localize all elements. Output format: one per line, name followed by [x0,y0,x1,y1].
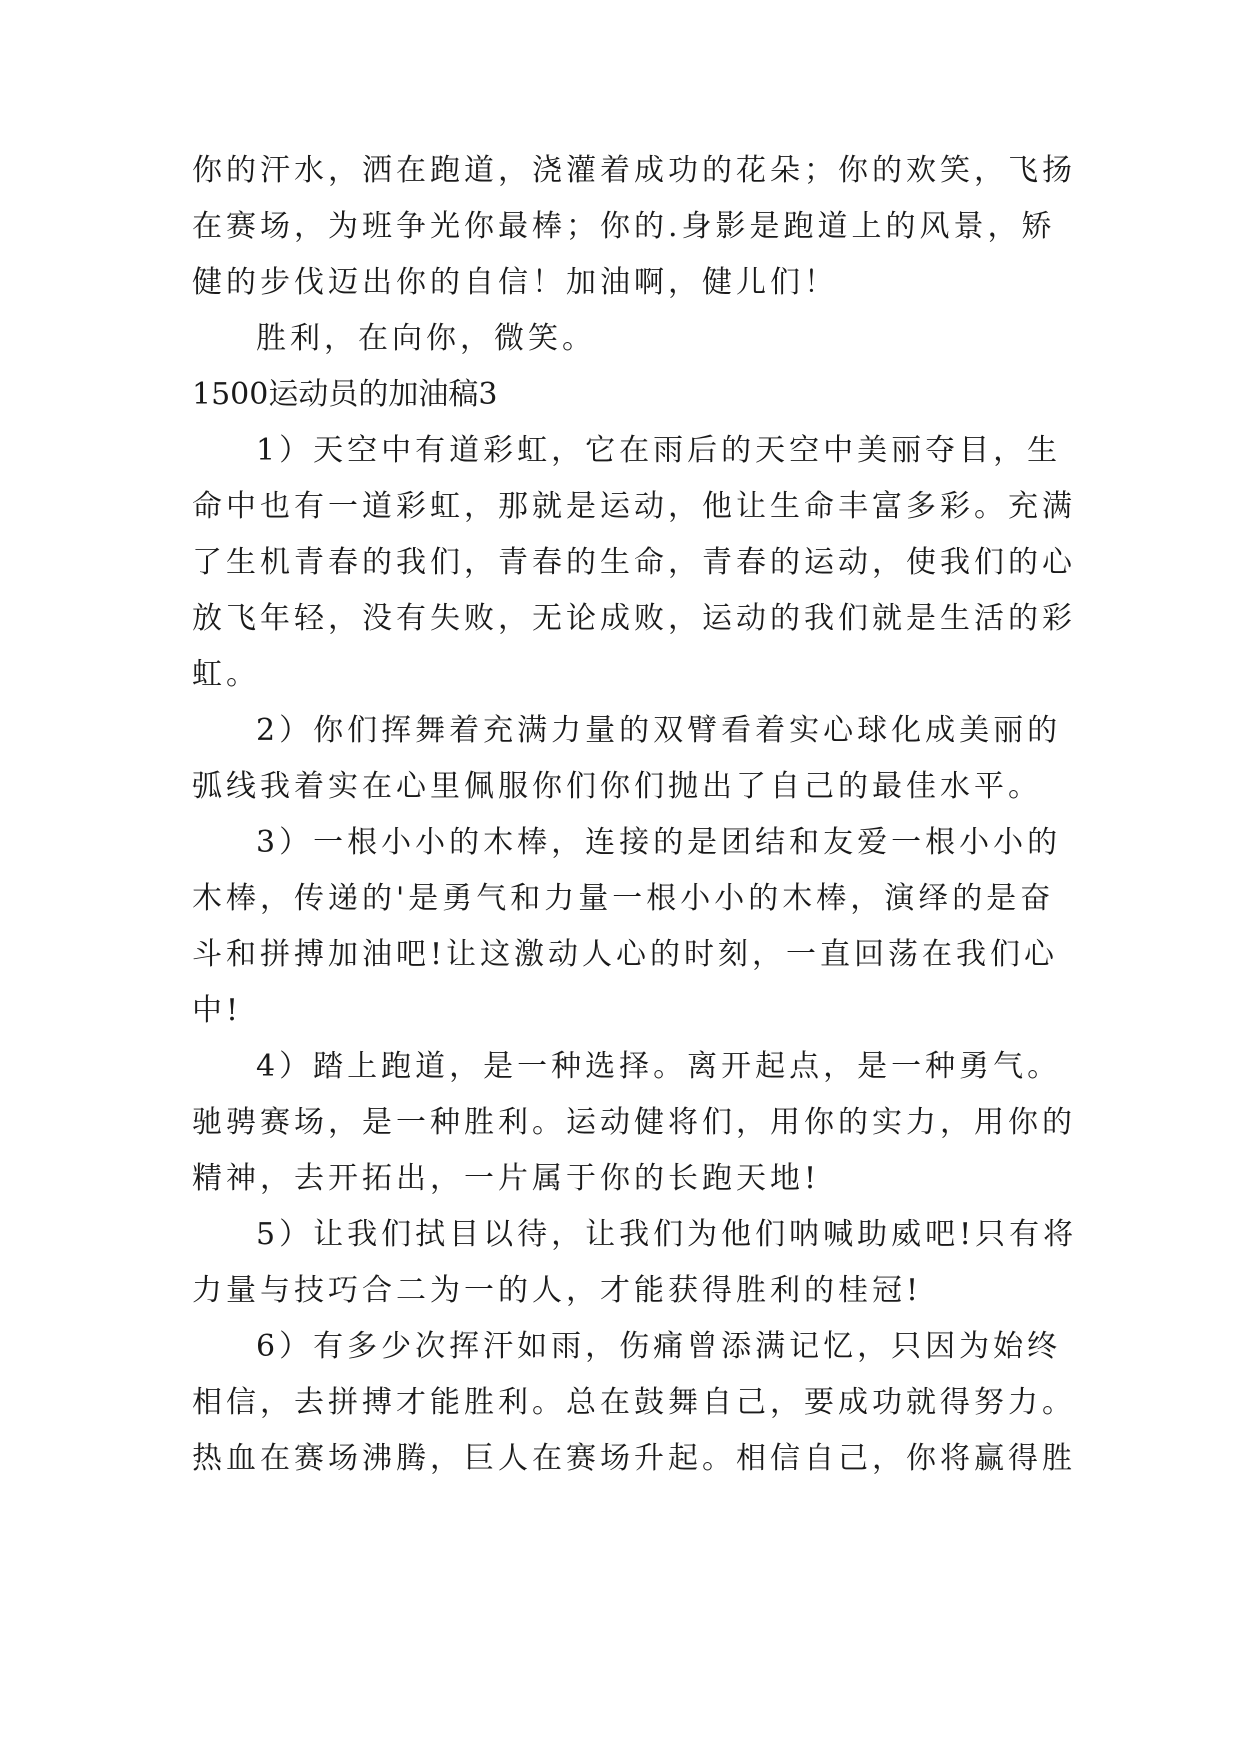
text-line: 中! [192,993,243,1028]
text-line: 斗和拼搏加油吧!让这激动人心的时刻，一直回荡在我们心 [192,937,1059,972]
text-line: 放飞年轻，没有失败，无论成败，运动的我们就是生活的彩 [192,601,1076,636]
text-line: 你的汗水，洒在跑道，浇灌着成功的花朵；你的欢笑，飞扬 [192,153,1076,188]
text-line: 相信，去拼搏才能胜利。总在鼓舞自己，要成功就得努力。 [192,1385,1076,1420]
text-line: 了生机青春的我们，青春的生命，青春的运动，使我们的心 [192,545,1076,580]
text-line: 在赛场，为班争光你最棒；你的.身影是跑道上的风景，矫 [192,209,1056,244]
text-line: 虹。 [192,657,260,692]
text-line: 命中也有一道彩虹，那就是运动，他让生命丰富多彩。充满 [192,489,1076,524]
text-line: 胜利，在向你，微笑。 [256,321,596,356]
text-line: 2）你们挥舞着充满力量的双臂看着实心球化成美丽的 [256,713,1062,748]
text-line: 力量与技巧合二为一的人，才能获得胜利的桂冠! [192,1273,923,1308]
text-line: 木棒，传递的'是勇气和力量一根小小的木棒，演绎的是奋 [192,881,1055,916]
text-line: 5）让我们拭目以待，让我们为他们呐喊助威吧!只有将 [256,1217,1078,1252]
text-line: 健的步伐迈出你的自信！加油啊，健儿们！ [192,265,838,300]
text-line: 弧线我着实在心里佩服你们你们抛出了自己的最佳水平。 [192,769,1042,804]
text-line: 热血在赛场沸腾，巨人在赛场升起。相信自己，你将赢得胜 [192,1441,1076,1476]
text-line: 驰骋赛场，是一种胜利。运动健将们，用你的实力，用你的 [192,1105,1076,1140]
text-line: 6）有多少次挥汗如雨，伤痛曾添满记忆，只因为始终 [256,1329,1062,1364]
text-line: 1）天空中有道彩虹，它在雨后的天空中美丽夺目，生 [256,433,1062,468]
section-heading: 1500运动员的加油稿3 [192,377,498,412]
text-line: 4）踏上跑道，是一种选择。离开起点，是一种勇气。 [256,1049,1062,1084]
text-line: 3）一根小小的木棒，连接的是团结和友爱一根小小的 [256,825,1062,860]
text-line: 精神，去开拓出，一片属于你的长跑天地! [192,1161,821,1196]
